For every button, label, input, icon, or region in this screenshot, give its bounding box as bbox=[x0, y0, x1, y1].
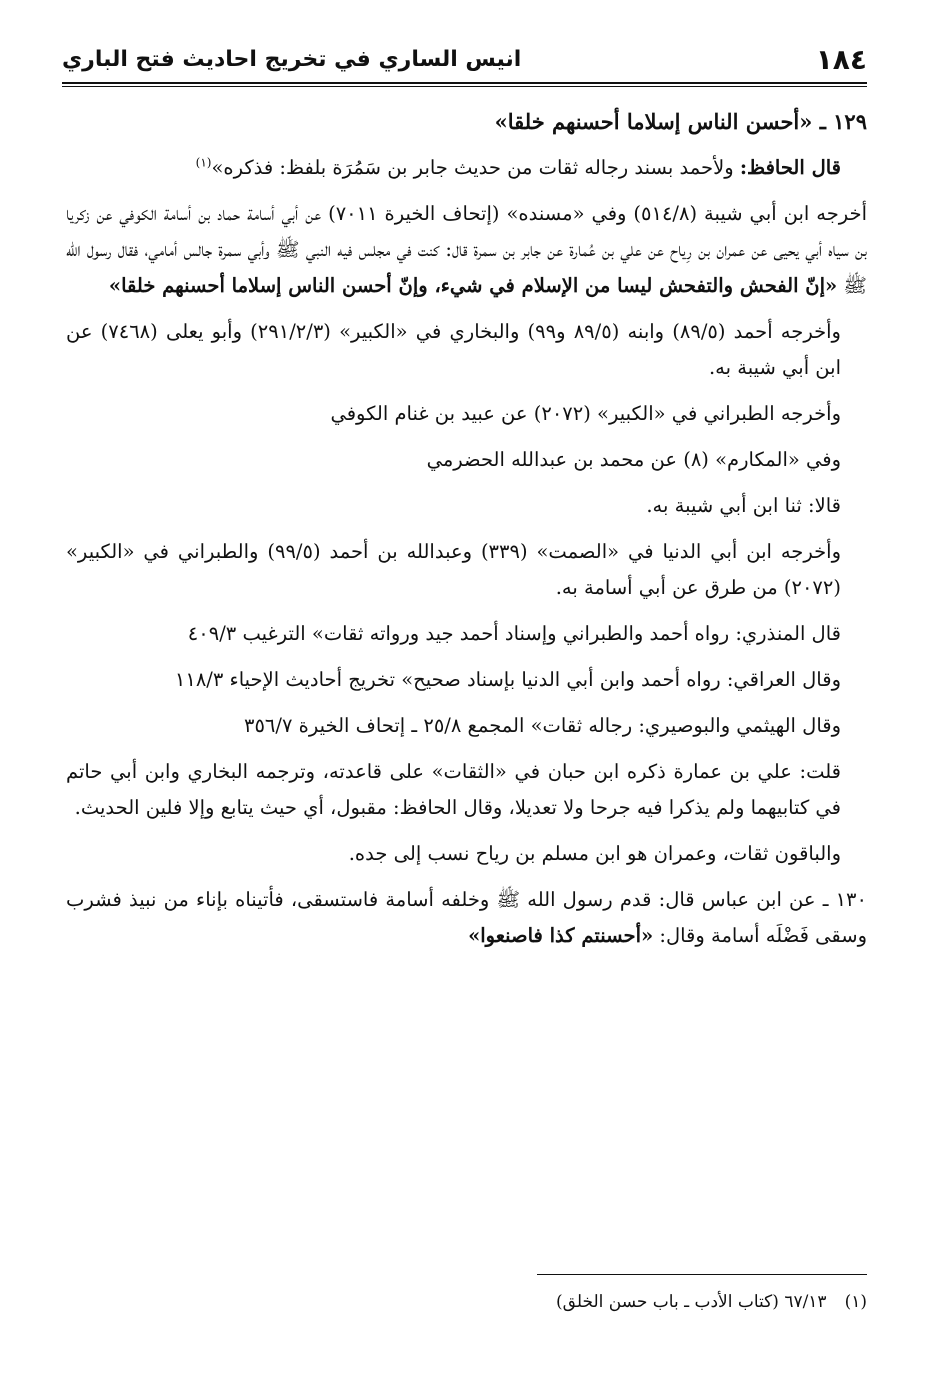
hafiz-quote bbox=[66, 150, 867, 186]
header-rule bbox=[62, 82, 867, 87]
takhrij-paragraph-4: وفي «المكارم» (٨) عن محمد بن عبدالله الحضرمي bbox=[426, 448, 841, 471]
takhrij-paragraph-5: قالا: ثنا ابن أبي شيبة به. bbox=[646, 494, 841, 517]
takhrij-text: أخرجه ابن أبي شيبة (٥١٤/٨) وفي «مسنده» (إتحاف الخيرة ٧٠١١) عن أبي أسامة حماد بن أسامة الكوفي عن زكريا بن سياه أبي يحيى عن عمران بن رِياح عن علي بن عُمارة عن جابر بن سمرة قال: كنت في مجلس فيه النبي ﷺ وأبي سمرة جالس أمامي، فقال رسول الله ﷺ bbox=[66, 202, 868, 297]
author-comment-2: والباقون ثقات، وعمران هو ابن مسلم بن رياح نسب إلى جده. bbox=[348, 842, 841, 865]
hadith-129-heading: ١٢٩ ـ «أحسن الناس إسلاما أحسنهم خلقا» bbox=[494, 109, 867, 134]
hadith-130 bbox=[66, 882, 867, 954]
haythami-quote: وقال الهيثمي والبوصيري: رجاله ثقات» المجمع ٢٥/٨ ـ إتحاف الخيرة ٣٥٦/٧ bbox=[243, 714, 841, 737]
takhrij-paragraph-6: وأخرجه ابن أبي الدنيا في «الصمت» (٣٣٩) وعبدالله بن أحمد (٩٩/٥) والطبراني في «الكبير» (٢٠٧٢) من طرق عن أبي أسامة به. bbox=[66, 540, 841, 599]
takhrij-paragraph-1 bbox=[66, 196, 867, 304]
running-title: انيس الساري في تخريج احاديث فتح الباري bbox=[62, 46, 522, 72]
takhrij-paragraph-3: وأخرجه الطبراني في «الكبير» (٢٠٧٢) عن عبيد بن غنام الكوفي bbox=[330, 402, 841, 425]
page-header bbox=[62, 38, 867, 80]
hafiz-text: ولأحمد بسند رجاله ثقات من حديث جابر بن سَمُرَة بلفظ: فذكره» bbox=[211, 156, 740, 179]
footnote bbox=[66, 1288, 867, 1316]
hadith-130-matn: «أحسنتم كذا فاصنعوا» bbox=[468, 924, 654, 947]
hadith-matn: «إنّ الفحش والتفحش ليسا من الإسلام في شيء، وإنّ أحسن الناس إسلاما أحسنهم خلقا» bbox=[108, 274, 838, 297]
author-comment: قلت: علي بن عمارة ذكره ابن حبان في «الثقات» على قاعدته، وترجمه البخاري وابن أبي حاتم في كتابيهما ولم يذكرا فيه جرحا ولا تعديلا، وقال الحافظ: مقبول، أي حيث يتابع وإلا فلين الحديث. bbox=[66, 760, 841, 819]
footnote-marker: (١) bbox=[844, 1292, 867, 1312]
takhrij-paragraph-2: وأخرجه أحمد (٨٩/٥) وابنه (٨٩/٥ و٩٩) والبخاري في «الكبير» (٢٩١/٢/٣) وأبو يعلى (٧٤٦٨) عن ابن أبي شيبة به. bbox=[66, 320, 841, 379]
iraqi-quote: وقال العراقي: رواه أحمد وابن أبي الدنيا بإسناد صحيح» تخريج أحاديث الإحياء ١١٨/٣ bbox=[174, 668, 841, 691]
footnote-text: ٦٧/١٣ (كتاب الأدب ـ باب حسن الخلق) bbox=[556, 1292, 827, 1312]
main-text bbox=[66, 104, 867, 964]
footnote-rule bbox=[537, 1274, 867, 1275]
hafiz-label: قال الحافظ: bbox=[739, 156, 841, 179]
page-number: ١٨٤ bbox=[815, 42, 867, 76]
footnote-ref: (١) bbox=[195, 155, 212, 170]
hadith-130-text: ١٣٠ ـ عن ابن عباس قال: قدم رسول الله ﷺ وخلفه أسامة فاستسقى، فأتيناه بإناء من نبيذ فشرب وسقى فَضْلَه أسامة وقال: bbox=[66, 888, 867, 947]
mundhiri-quote: قال المنذري: رواه أحمد والطبراني وإسناد أحمد جيد ورواته ثقات» الترغيب ٤٠٩/٣ bbox=[187, 622, 841, 645]
